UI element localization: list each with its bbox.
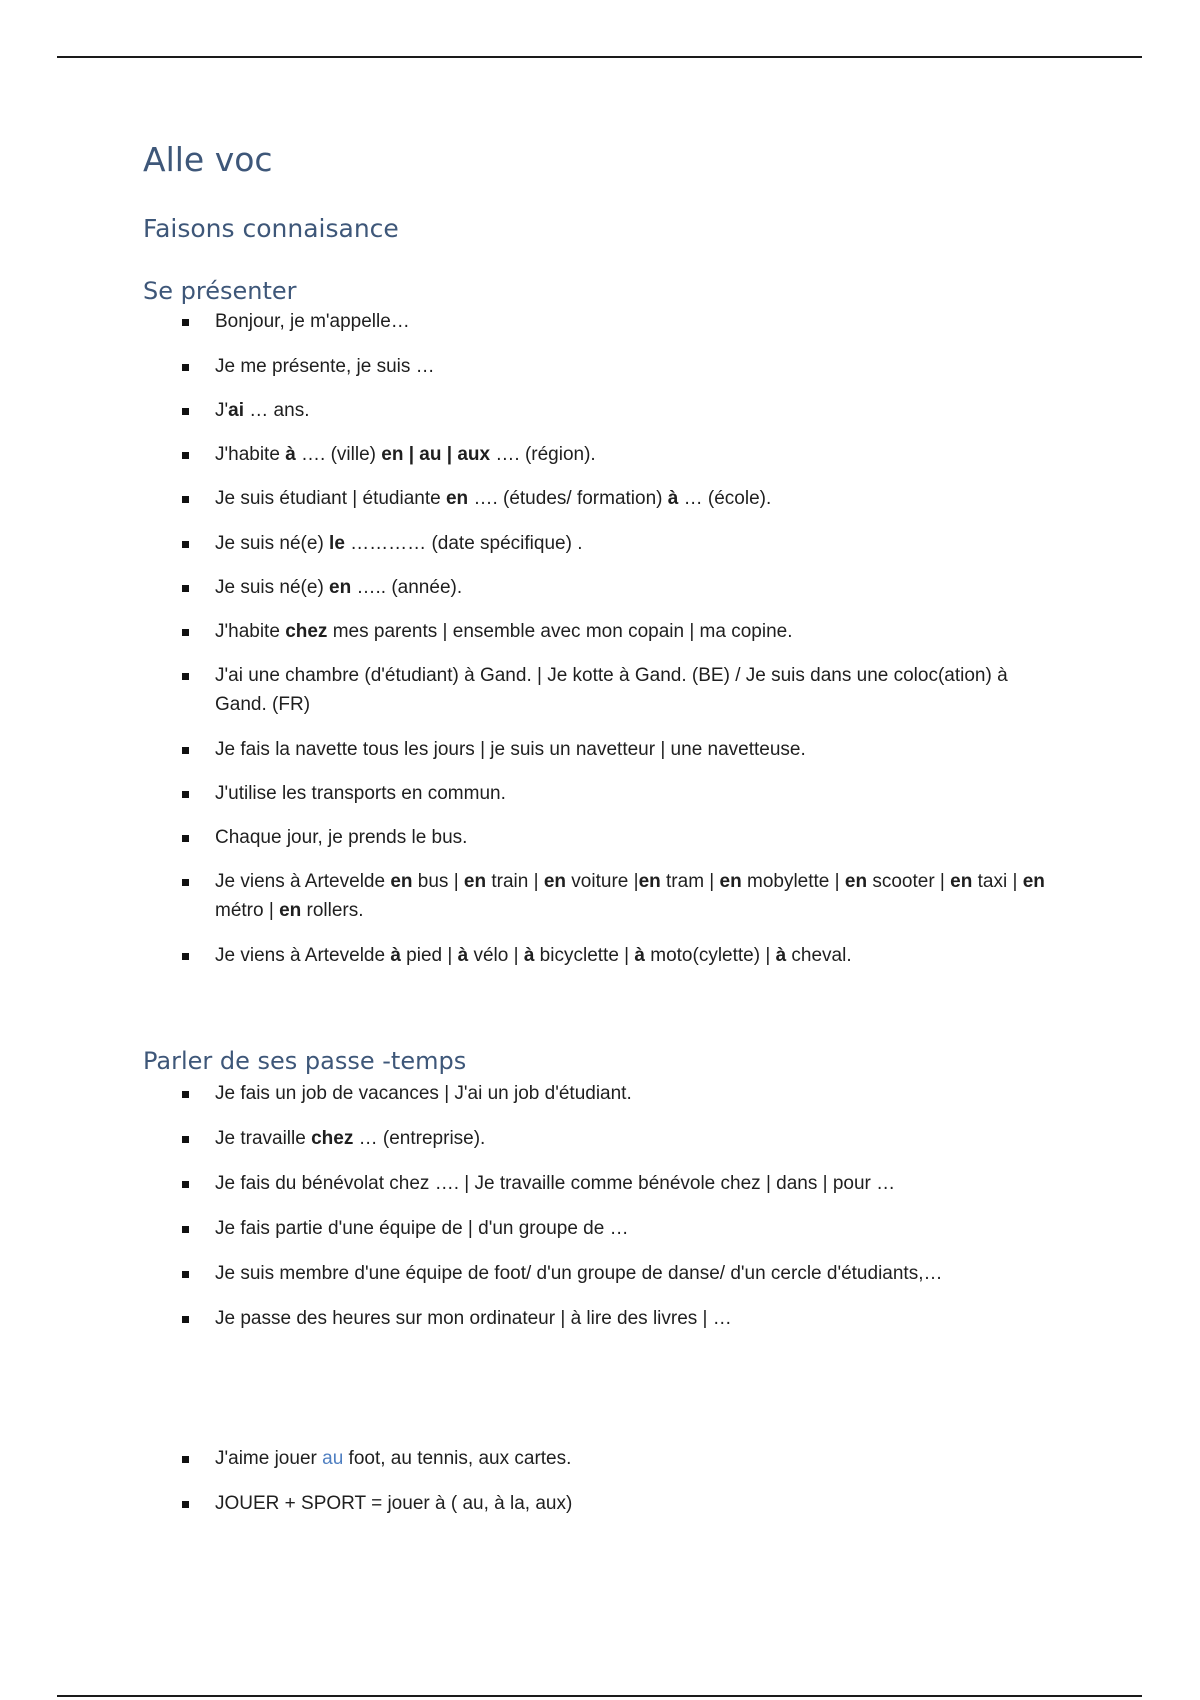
text-run: en — [390, 871, 413, 892]
text-run: en | au | aux — [381, 444, 491, 465]
list-item — [143, 867, 1063, 925]
text-run: J'utilise les transports en commun. — [215, 783, 506, 804]
list-item — [143, 529, 1063, 558]
text-run: à — [390, 945, 401, 966]
text-run: chez — [285, 621, 328, 642]
text-run: …. (région). — [490, 444, 596, 465]
text-run: J' — [215, 400, 229, 421]
text-run: … (entreprise). — [353, 1128, 486, 1149]
text-run: train | — [486, 871, 544, 892]
page-title: Alle voc — [143, 140, 273, 179]
text-run: métro | — [215, 900, 280, 921]
text-run: à — [457, 945, 469, 966]
list-item — [143, 617, 1063, 646]
list-item — [143, 484, 1063, 513]
text-run: Chaque jour, je prends le bus. — [215, 827, 468, 848]
text-run: mes parents | ensemble avec mon copain | ma copine. — [327, 621, 793, 642]
text-run: bicyclette | — [534, 945, 635, 966]
text-run: J'habite — [215, 444, 286, 465]
text-run: Je suis membre d'une équipe de foot/ d'un groupe de danse/ d'un cercle d'étudiants,… — [215, 1263, 943, 1284]
text-run: rollers. — [301, 900, 364, 921]
text-run: en — [329, 577, 352, 598]
list-item — [143, 352, 1063, 381]
text-run: en — [445, 488, 469, 509]
text-run: mobylette | — [741, 871, 845, 892]
text-run: à — [634, 945, 645, 966]
text-run: Je fais du bénévolat chez …. | Je travaille comme bénévole chez | dans | pour … — [215, 1173, 896, 1194]
text-run: Je fais partie d'une équipe de | d'un groupe de … — [215, 1218, 629, 1239]
text-run: taxi | — [972, 871, 1023, 892]
footer-rule — [57, 1695, 1142, 1697]
text-run: …. (ville) — [295, 444, 382, 465]
text-run: en — [638, 871, 661, 892]
list-item — [143, 1169, 1063, 1198]
text-run: Bonjour, je m'appelle… — [215, 311, 410, 332]
text-run: Je passe des heures sur mon ordinateur | à lire des livres | … — [215, 1308, 732, 1329]
list-item — [143, 735, 1063, 764]
list-passe-temps — [143, 1079, 1063, 1333]
text-run: Je viens à Artevelde — [215, 871, 391, 892]
text-run: … (école). — [678, 488, 772, 509]
text-run: foot, au tennis, aux cartes. — [343, 1448, 572, 1469]
text-run: à — [285, 444, 296, 465]
text-run: Je suis né(e) — [215, 533, 330, 554]
text-run: pied | — [400, 945, 458, 966]
subheading-passe-temps: Parler de ses passe -temps — [143, 1047, 467, 1075]
text-run: bus | — [412, 871, 464, 892]
text-run: J'aime jouer — [215, 1448, 323, 1469]
section-heading: Faisons connaisance — [143, 214, 399, 243]
list-passe-temps-extra — [143, 1444, 1063, 1518]
list-item — [143, 941, 1063, 970]
text-run: … ans. — [244, 400, 310, 421]
text-run: en — [463, 871, 487, 892]
list-item — [143, 307, 1063, 336]
text-run: au — [322, 1448, 344, 1469]
list-item — [143, 1124, 1063, 1153]
text-run: cheval. — [786, 945, 852, 966]
text-run: en — [719, 871, 742, 892]
text-run: JOUER + SPORT = jouer à ( au, à la, aux) — [215, 1493, 573, 1514]
text-run: Je fais un job de vacances | J'ai un job d'étudiant. — [215, 1083, 632, 1104]
subheading-se-presenter: Se présenter — [143, 277, 297, 305]
text-run: chez — [311, 1128, 354, 1149]
text-run: Je fais la navette tous les jours | je suis un navetteur | une navetteuse. — [215, 739, 806, 760]
text-run: ….. (année). — [351, 577, 463, 598]
list-item — [143, 396, 1063, 425]
text-run: J'habite — [215, 621, 286, 642]
list-item — [143, 1444, 1063, 1473]
text-run: vélo | — [468, 945, 524, 966]
text-run: scooter | — [867, 871, 951, 892]
list-item — [143, 1304, 1063, 1333]
text-run: en — [279, 900, 302, 921]
list-item — [143, 661, 1063, 719]
text-run: voiture | — [566, 871, 639, 892]
list-item — [143, 1489, 1063, 1518]
text-run: Je travaille — [215, 1128, 312, 1149]
text-run: moto(cylette) | — [644, 945, 776, 966]
text-run: …. (études/ formation) — [468, 488, 668, 509]
text-run: à — [523, 945, 535, 966]
header-rule — [57, 56, 1142, 58]
list-item — [143, 440, 1063, 469]
list-item — [143, 1259, 1063, 1288]
text-run: Je suis né(e) — [215, 577, 330, 598]
text-run: tram | — [660, 871, 720, 892]
text-run: Je viens à Artevelde — [215, 945, 391, 966]
text-run: à — [667, 488, 679, 509]
text-run: en — [1022, 871, 1045, 892]
text-run: Je me présente, je suis … — [215, 356, 435, 377]
text-run: J'ai une chambre (d'étudiant) à Gand. | Je kotte à Gand. (BE) / Je suis dans une coloc(ation) à Gand. (FR) — [215, 665, 1008, 715]
list-item — [143, 573, 1063, 602]
list-item — [143, 1079, 1063, 1108]
list-se-presenter — [143, 307, 1063, 970]
text-run: le — [329, 533, 345, 554]
text-run: à — [775, 945, 787, 966]
list-item — [143, 1214, 1063, 1243]
text-run: en — [543, 871, 567, 892]
text-run: en — [844, 871, 868, 892]
list-item — [143, 823, 1063, 852]
list-item — [143, 779, 1063, 808]
text-run: ………… (date spécifique) . — [344, 533, 583, 554]
text-run: ai — [228, 400, 244, 421]
text-run: Je suis étudiant | étudiante — [215, 488, 446, 509]
text-run: en — [950, 871, 973, 892]
